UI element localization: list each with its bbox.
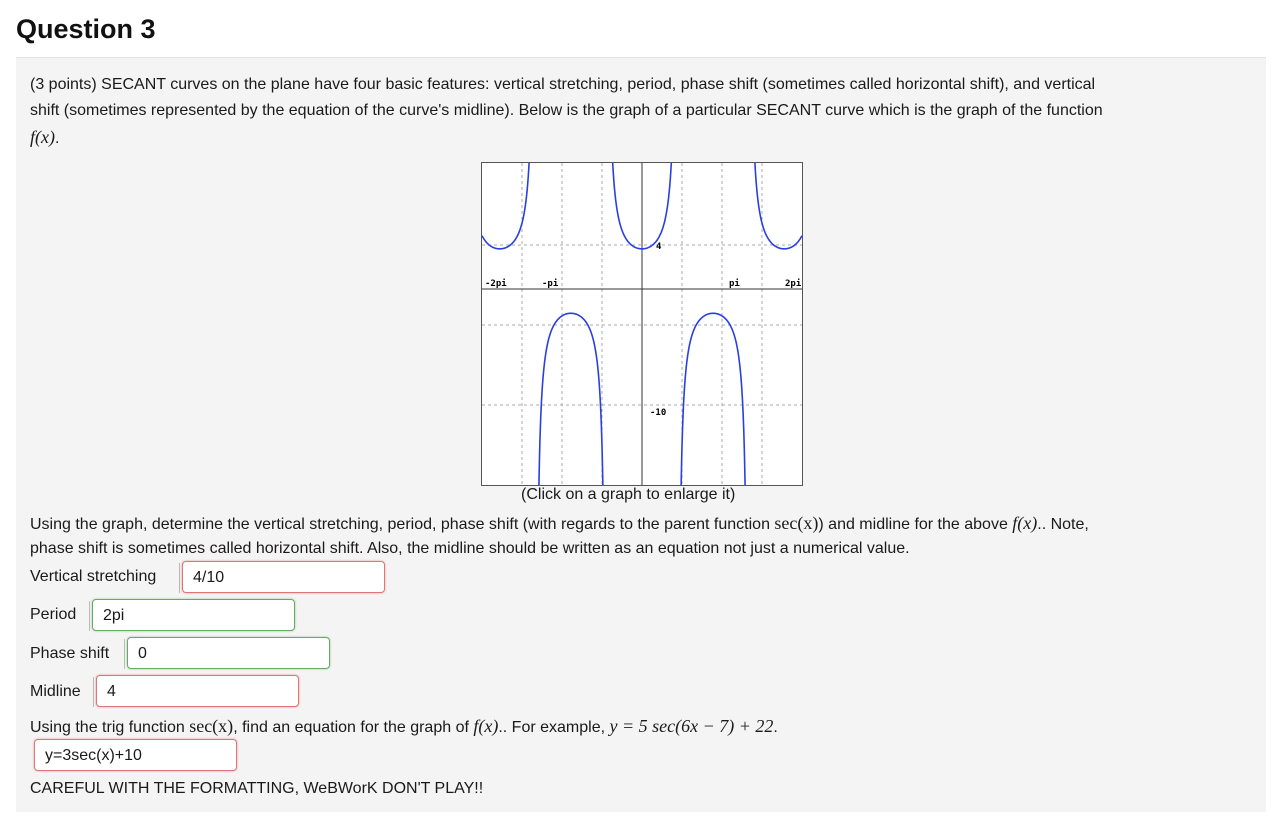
midline-input[interactable]: 4 xyxy=(96,675,299,707)
sec-math: sec(x) xyxy=(774,513,819,533)
midline-label: Midline xyxy=(30,683,81,700)
tick-y-neg10: -10 xyxy=(650,408,667,418)
equation-input[interactable]: y=3sec(x)+10 xyxy=(34,739,237,771)
intro-line-2: shift (sometimes represented by the equation of the curve's midline). Below is the graph of a particular SECANT curve which is the graph of the function xyxy=(30,102,1103,119)
equation-prompt: Using the trig function sec(x), find an equation for the graph of f(x).. For example, y = 5 sec(6x − 7) + 22. xyxy=(30,716,778,736)
phase-shift-input[interactable]: 0 xyxy=(127,637,330,669)
secant-branch xyxy=(535,313,606,485)
divider xyxy=(89,601,90,631)
tick-neg-pi: -pi xyxy=(542,279,559,289)
fx-math: f(x) xyxy=(30,127,55,147)
question-panel xyxy=(16,57,1266,812)
phase-shift-label: Phase shift xyxy=(30,645,110,662)
instructions-line-2: phase shift is sometimes called horizontal shift. Also, the midline should be written as an equation not just a numerical value. xyxy=(30,540,910,557)
divider xyxy=(124,639,125,669)
secant-branch xyxy=(678,313,749,485)
period-label: Period xyxy=(30,606,77,623)
instructions-line-1: Using the graph, determine the vertical stretching, period, phase shift (with regards to the parent function sec(x)) and midline for the above f(x).. Note, xyxy=(30,513,1089,533)
secant-branch xyxy=(749,163,802,249)
graph-canvas[interactable] xyxy=(482,163,802,485)
period-input[interactable]: 2pi xyxy=(92,599,295,631)
secant-graph[interactable] xyxy=(481,162,803,486)
tick-neg-2pi: -2pi xyxy=(485,279,507,289)
example-equation: y = 5 sec(6x − 7) + 22 xyxy=(609,716,774,736)
intro-line-1: (3 points) SECANT curves on the plane have four basic features: vertical stretching, period, phase shift (sometimes called horizontal shift), and vertical xyxy=(30,76,1096,93)
vertical-stretching-input[interactable]: 4/10 xyxy=(182,561,385,593)
divider xyxy=(179,563,180,593)
graph-caption: (Click on a graph to enlarge it) xyxy=(521,486,736,503)
question-heading: Question 3 xyxy=(16,14,156,44)
vertical-stretching-label: Vertical stretching xyxy=(30,568,157,585)
divider xyxy=(93,677,94,707)
tick-pi: pi xyxy=(729,279,740,289)
secant-branch xyxy=(482,163,535,249)
tick-y-4: 4 xyxy=(656,242,662,252)
tick-2pi: 2pi xyxy=(785,279,802,289)
footer-note: CAREFUL WITH THE FORMATTING, WeBWorK DON'T PLAY!! xyxy=(30,780,484,797)
intro-line-3: f(x). xyxy=(30,127,60,147)
